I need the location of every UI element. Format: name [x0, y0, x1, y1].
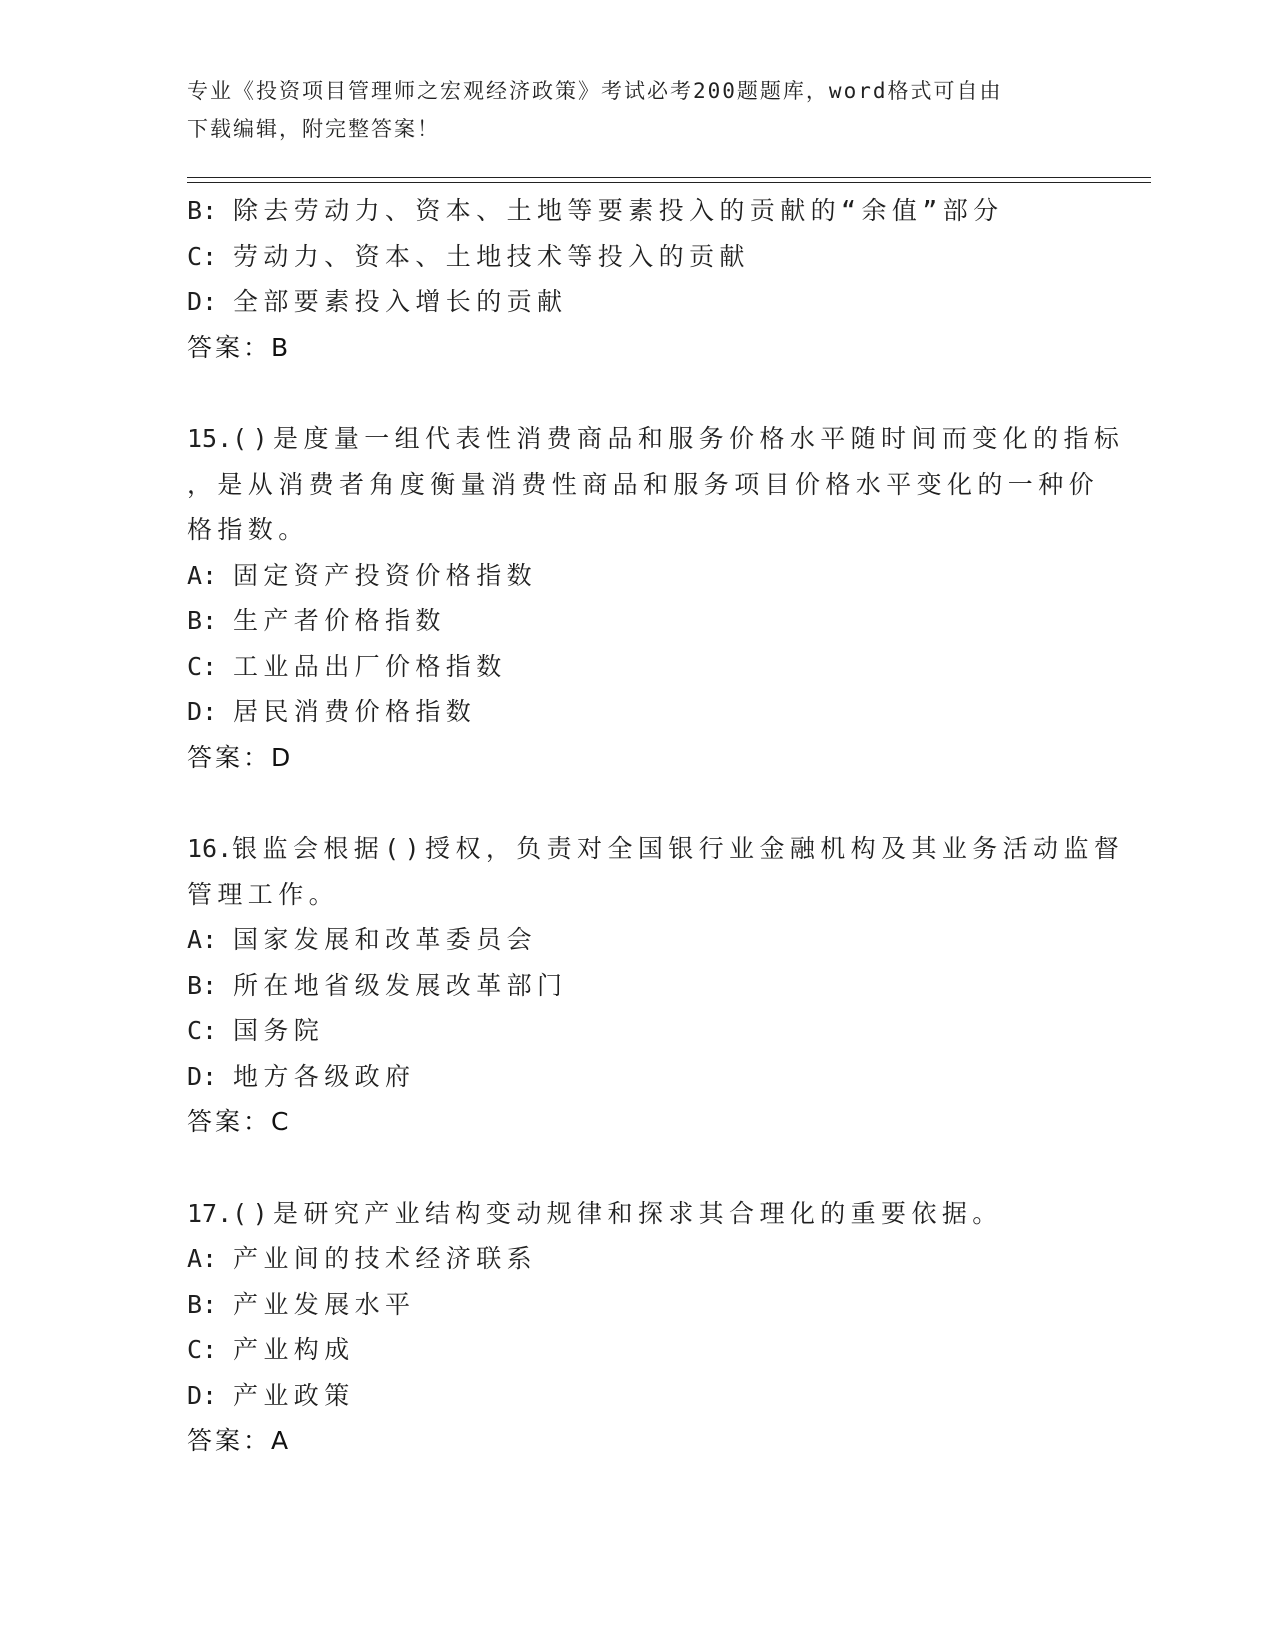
- header-line-2: 下载编辑，附完整答案！: [187, 117, 440, 141]
- header-rule-top: [187, 177, 1151, 178]
- option-text: 全部要素投入增长的贡献: [233, 287, 568, 316]
- option-letter: C:: [187, 1016, 218, 1045]
- option-c: [187, 644, 1087, 690]
- question-text: 银监会根据()授权，负责对全国银行业金融机构及其业务活动监督: [232, 834, 1125, 863]
- option-d: [187, 279, 1087, 325]
- option-d: [187, 689, 1087, 735]
- question-number: 17.: [187, 1198, 233, 1228]
- option-text: 产业间的技术经济联系: [233, 1244, 538, 1273]
- question-stem-line-2: ，是从消费者角度衡量消费性商品和服务项目价格水平变化的一种价: [187, 469, 1100, 499]
- question-stem-line-2: 管理工作。: [187, 879, 340, 909]
- option-a: [187, 1236, 1087, 1282]
- answer-line: 答案：D: [187, 742, 294, 772]
- option-text: 固定资产投资价格指数: [233, 560, 538, 590]
- header-line-1: 专业《投资项目管理师之宏观经济政策》考试必考200题题库，word格式可自由: [187, 79, 1003, 103]
- option-letter: A:: [187, 1244, 218, 1273]
- option-b: [187, 188, 1087, 234]
- answer-line: 答案：A: [187, 1426, 292, 1455]
- question-stem-line-1: [187, 826, 1125, 872]
- option-text: 产业发展水平: [233, 1289, 416, 1319]
- answer-line: 答案：B: [187, 332, 292, 362]
- option-text: 工业品出厂价格指数: [233, 651, 507, 681]
- option-text: 所在地省级发展改革部门: [233, 970, 568, 1000]
- option-text: 产业构成: [233, 1335, 355, 1364]
- option-letter: A:: [187, 925, 218, 954]
- option-letter: B:: [187, 196, 218, 225]
- question-text: ()是研究产业结构变动规律和探求其合理化的重要依据。: [232, 1198, 1003, 1228]
- question-stem-line-3: 格指数。: [187, 515, 309, 544]
- option-a: [187, 917, 1087, 963]
- question-content: [187, 188, 1125, 1510]
- question-15-block: [187, 416, 1125, 780]
- option-letter: C:: [187, 241, 218, 271]
- question-stem-line-1: [187, 416, 1125, 462]
- option-c: [187, 1008, 1087, 1054]
- option-letter: B:: [187, 970, 218, 1000]
- option-letter: D:: [187, 1380, 218, 1410]
- option-text: 产业政策: [233, 1380, 355, 1410]
- option-b: [187, 598, 1087, 644]
- question-16-block: [187, 826, 1125, 1145]
- option-c: [187, 234, 1087, 280]
- option-text: 除去劳动力、资本、土地等要素投入的贡献的“余值”部分: [233, 196, 1004, 225]
- option-b: [187, 1282, 1087, 1328]
- option-d: [187, 1054, 1087, 1100]
- option-text: 劳动力、资本、土地技术等投入的贡献: [233, 241, 750, 271]
- question-number: 16.: [187, 834, 233, 863]
- option-letter: C:: [187, 651, 218, 681]
- option-letter: B:: [187, 606, 218, 635]
- question-text: ()是度量一组代表性消费商品和服务价格水平随时间而变化的指标: [232, 424, 1125, 453]
- option-text: 居民消费价格指数: [233, 697, 477, 726]
- question-number: 15.: [187, 424, 233, 453]
- option-text: 国家发展和改革委员会: [233, 925, 538, 954]
- header-rule-bottom: [187, 182, 1151, 183]
- question-17-block: [187, 1191, 1087, 1464]
- option-text: 生产者价格指数: [233, 606, 446, 635]
- question-stem-line-1: [187, 1191, 1087, 1237]
- option-text: 地方各级政府: [233, 1061, 416, 1091]
- option-letter: D:: [187, 287, 218, 316]
- option-letter: B:: [187, 1289, 218, 1319]
- option-a: [187, 553, 1087, 599]
- answer-line: 答案：C: [187, 1107, 292, 1136]
- question-14-block: [187, 188, 1087, 370]
- option-letter: C:: [187, 1335, 218, 1364]
- option-letter: D:: [187, 1061, 218, 1091]
- option-d: [187, 1373, 1087, 1419]
- document-header: [187, 72, 1067, 148]
- option-letter: A:: [187, 560, 218, 590]
- option-c: [187, 1327, 1087, 1373]
- option-b: [187, 963, 1087, 1009]
- option-letter: D:: [187, 697, 218, 726]
- option-text: 国务院: [233, 1016, 325, 1045]
